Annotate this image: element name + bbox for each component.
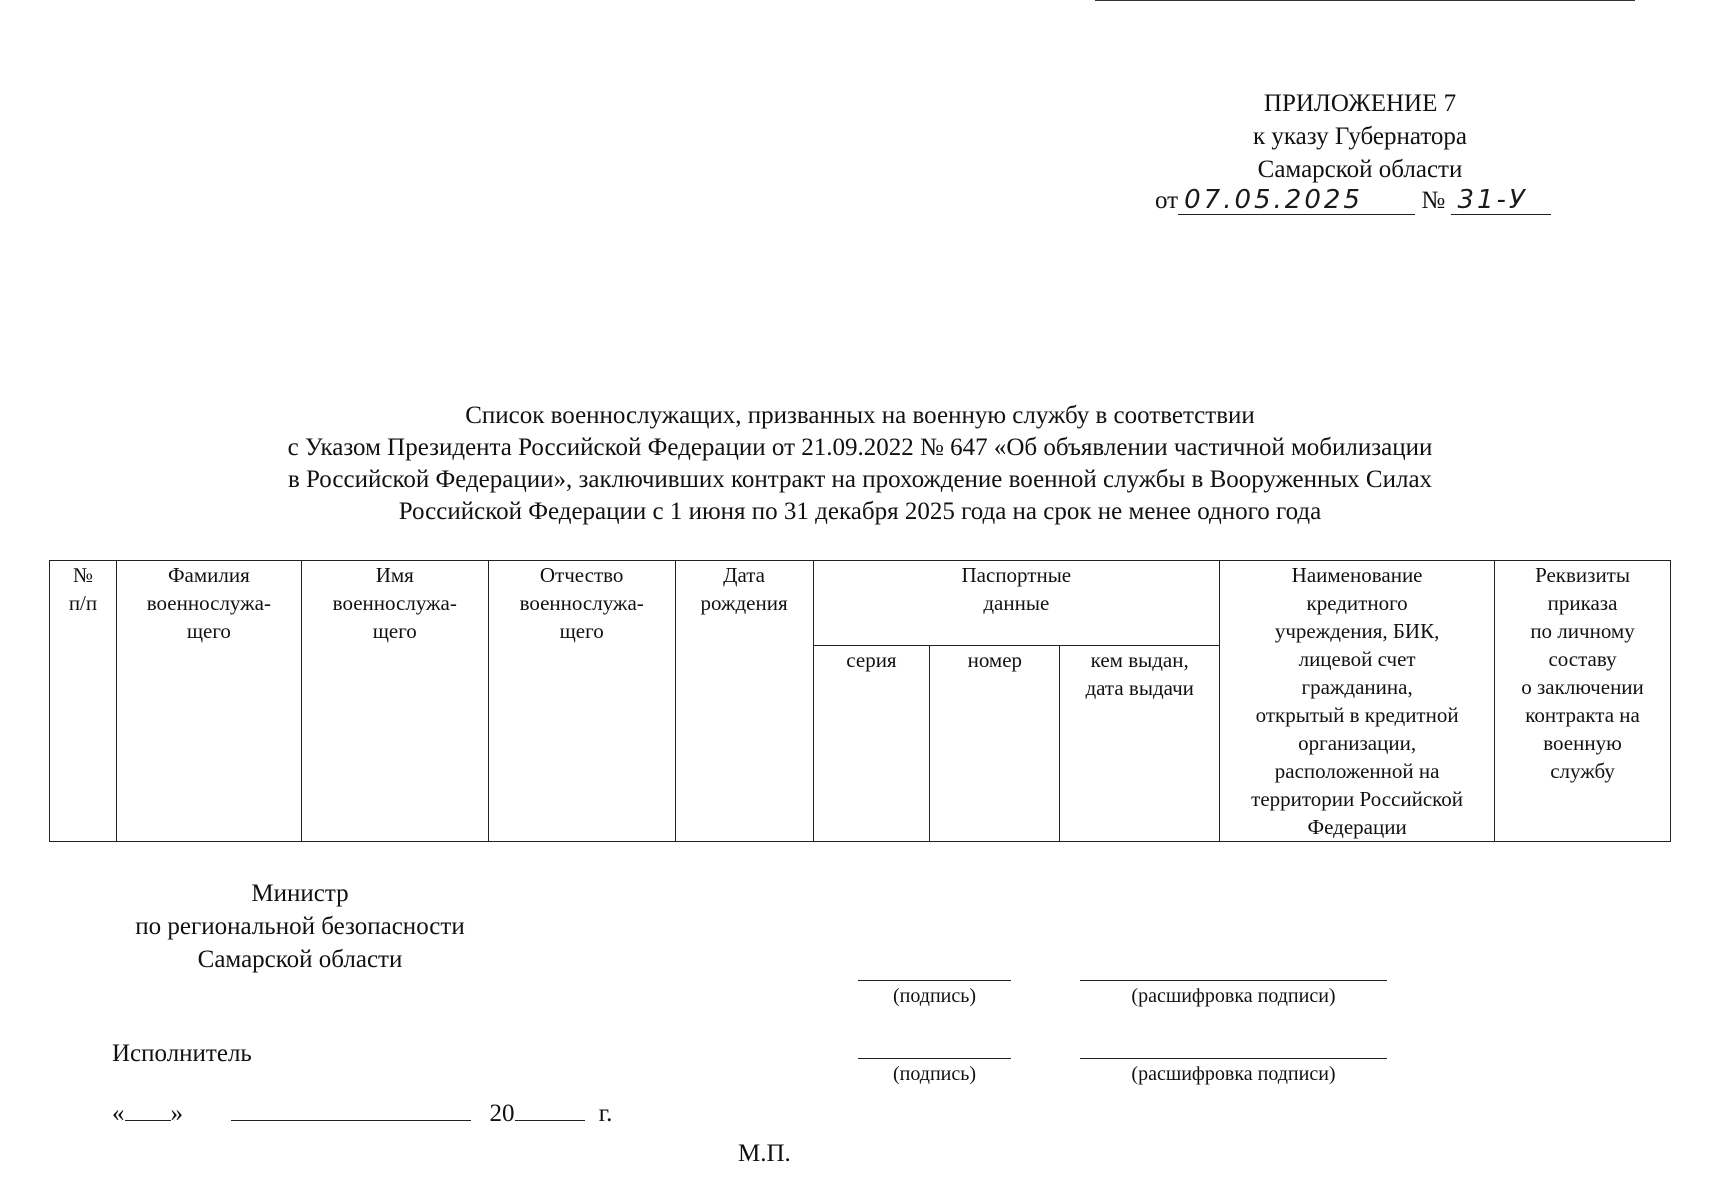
header-bank (1220, 561, 1495, 842)
title-line-3: в Российской Федерации», заключивших контракт на прохождение военной службы в Вооруженных Силах (287, 466, 1433, 493)
minister-signature-caption: (подпись) (892, 985, 977, 1007)
year-suffix: г. (598, 1100, 613, 1127)
header-line: п/п (68, 591, 98, 615)
header-passport (813, 561, 1220, 646)
servicemen-table (49, 560, 1671, 842)
header-line: Дата (723, 563, 765, 587)
day-blank (125, 1098, 171, 1121)
header-line: щего (186, 619, 231, 643)
header-line: расположенной на (1274, 759, 1440, 783)
header-line: Федерации (1307, 815, 1407, 839)
header-line: гражданина, (1301, 675, 1413, 699)
header-line: учреждения, БИК, (1274, 619, 1440, 643)
header-line: Отчество (539, 563, 624, 587)
header-line: серия (846, 647, 897, 672)
executor-signature-caption: (подпись) (892, 1063, 977, 1085)
appendix-region: Самарской области (1257, 156, 1463, 183)
appendix-decree: к указу Губернатора (1252, 123, 1468, 150)
date-row (112, 1098, 612, 1128)
header-line: кем выдан, (1090, 647, 1189, 672)
header-line: военнослужа- (332, 591, 457, 615)
header-passport-number (930, 645, 1060, 841)
appendix-header (1150, 87, 1570, 186)
quote-open: « (112, 1100, 125, 1127)
title-line-4: Российской Федерации с 1 июня по 31 декабря 2025 года на срок не менее одного года (398, 498, 1322, 525)
header-line: кредитного (1306, 591, 1408, 615)
title-line-2: с Указом Президента Российской Федерации от 21.09.2022 № 647 «Об объявлении частичной мобилизации (287, 434, 1433, 461)
header-passport-issued (1060, 645, 1220, 841)
quote-close: » (170, 1100, 183, 1127)
top-rule (1095, 0, 1635, 1)
header-line: № (72, 563, 93, 587)
header-line: Реквизиты (1535, 563, 1630, 587)
year-blank (515, 1098, 585, 1121)
header-line: щего (372, 619, 417, 643)
executor-signature-line (858, 1058, 1011, 1059)
header-line: контракта на (1525, 703, 1640, 727)
header-line: о заключении (1521, 675, 1644, 699)
minister-title: Министр (251, 880, 349, 907)
minister-block (110, 877, 490, 976)
minister-department: по региональной безопасности (135, 913, 465, 940)
minister-region: Самарской области (197, 946, 403, 973)
header-line: организации, (1298, 731, 1417, 755)
header-line: открытый в кредитной (1255, 703, 1459, 727)
stamp-place: М.П. (738, 1140, 791, 1167)
header-line: номер (967, 647, 1023, 672)
header-line: лицевой счет (1298, 647, 1416, 671)
minister-signature-line (858, 980, 1011, 981)
header-birth-date (675, 561, 813, 842)
handwritten-number: 31-У (1451, 186, 1551, 215)
minister-decode-caption: (расшифровка подписи) (1131, 985, 1336, 1007)
executor-decode-caption: (расшифровка подписи) (1131, 1063, 1336, 1085)
header-line: военную (1543, 731, 1622, 755)
header-name (301, 561, 488, 842)
handwritten-date: 07.05.2025 (1178, 186, 1415, 215)
header-line: военнослужа- (146, 591, 271, 615)
header-line: службу (1550, 759, 1615, 783)
header-line: Паспортные (961, 563, 1072, 587)
header-line: рождения (700, 591, 788, 615)
month-blank (231, 1098, 471, 1121)
header-line: Наименование (1291, 563, 1423, 587)
executor-label: Исполнитель (112, 1040, 252, 1067)
title-line-1: Список военнослужащих, призванных на военную службу в соответствии (465, 402, 1255, 429)
date-prefix: от (1155, 187, 1179, 214)
header-line: военнослужа- (519, 591, 644, 615)
header-line: приказа (1547, 591, 1618, 615)
header-line: по личному (1530, 619, 1635, 643)
header-surname (116, 561, 301, 842)
minister-decode-line (1080, 980, 1387, 981)
header-line: дата выдачи (1085, 675, 1194, 700)
appendix-title: ПРИЛОЖЕНИЕ 7 (1263, 90, 1457, 117)
header-line: данные (983, 591, 1050, 615)
executor-decode-line (1080, 1058, 1387, 1059)
document-title (120, 400, 1600, 528)
header-order (1495, 561, 1671, 842)
header-passport-series (813, 645, 930, 841)
header-num (50, 561, 117, 842)
header-line: щего (559, 619, 604, 643)
header-line: территории Российской (1251, 787, 1464, 811)
header-patronymic (488, 561, 675, 842)
header-line: Фамилия (167, 563, 250, 587)
number-prefix: № (1421, 187, 1446, 214)
year-prefix: 20 (489, 1100, 515, 1127)
header-line: составу (1548, 647, 1617, 671)
appendix-date-line (1155, 186, 1551, 215)
header-line: Имя (375, 563, 414, 587)
